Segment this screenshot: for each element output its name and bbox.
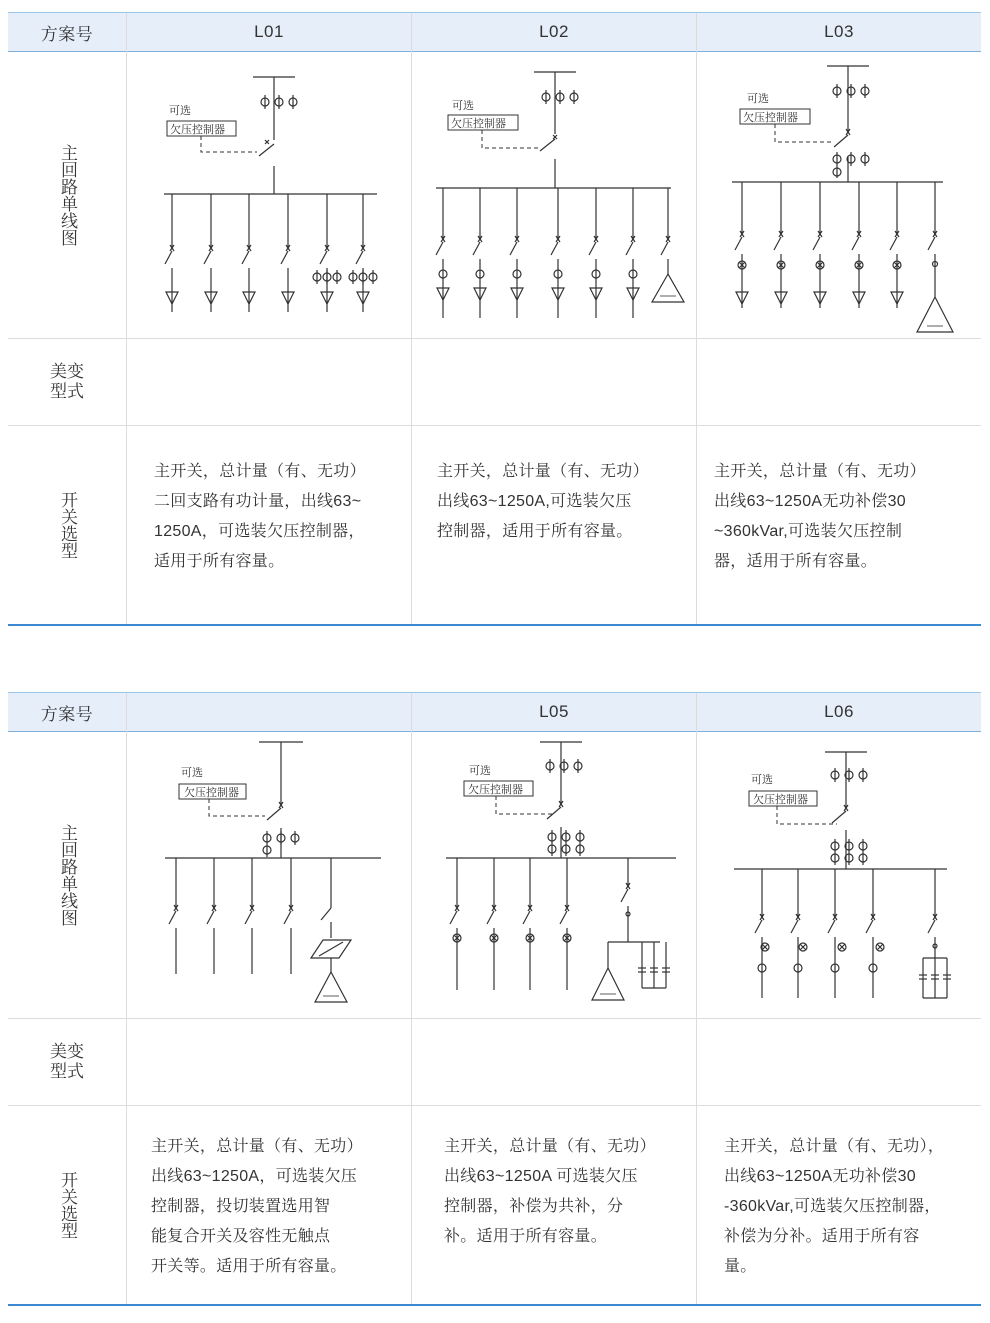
description-l01: 主开关，总计量（有、无功） 二回支路有功计量，出线63~ 1250A，可选装欠压控制器， 适用于所有容量。 bbox=[154, 463, 366, 570]
description-l04: 主开关，总计量（有、无功） 出线63~1250A，可选装欠压 控制器，投切装置选用智 能复合开关及容性无触点 开关等。适用于所有容量。 bbox=[151, 1138, 363, 1275]
controller-label: 欠压控制器 bbox=[170, 124, 225, 136]
row-label-type: 美变 型式 bbox=[50, 362, 84, 401]
row-label-switch: 开关选型 bbox=[58, 491, 77, 559]
scheme-no-header: 方案号 bbox=[40, 704, 94, 724]
scheme-l05-header: L05 bbox=[539, 702, 569, 721]
scheme-no-header: 方案号 bbox=[40, 24, 94, 44]
single-line-diagram-l01 bbox=[127, 52, 411, 338]
single-line-diagram-l02 bbox=[412, 52, 696, 338]
single-line-diagram-l05 bbox=[412, 732, 696, 1018]
svg-text:欠压控制器: 欠压控制器 bbox=[468, 784, 523, 796]
svg-text:欠压控制器: 欠压控制器 bbox=[451, 118, 506, 130]
svg-text:欠压控制器: 欠压控制器 bbox=[743, 112, 798, 124]
scheme-table-1 bbox=[8, 12, 981, 626]
svg-text:欠压控制器: 欠压控制器 bbox=[753, 794, 808, 806]
description-l05: 主开关，总计量（有、无功） 出线63~1250A 可选装欠压 控制器，补偿为共补，分 补。适用于所有容量。 bbox=[444, 1138, 656, 1245]
scheme-table-2 bbox=[8, 692, 981, 1306]
scheme-l03-header: L03 bbox=[824, 22, 854, 41]
row-label-diagram: 主回路单线图 bbox=[58, 824, 77, 926]
single-line-diagram-l04 bbox=[127, 732, 411, 1018]
svg-text:可选: 可选 bbox=[452, 100, 474, 112]
row-label-diagram: 主回路单线图 bbox=[58, 144, 77, 246]
svg-text:可选: 可选 bbox=[181, 767, 203, 779]
scheme-l06-header: L06 bbox=[824, 702, 854, 721]
single-line-diagram-l03 bbox=[697, 52, 981, 338]
svg-text:可选: 可选 bbox=[751, 774, 773, 786]
svg-text:欠压控制器: 欠压控制器 bbox=[184, 787, 239, 799]
description-l02: 主开关，总计量（有、无功） 出线63~1250A,可选装欠压 控制器，适用于所有容量。 bbox=[437, 463, 649, 540]
description-l06: 主开关，总计量（有、无功）， 出线63~1250A无功补偿30 -360kVar,可选装欠压控制器， 补偿为分补。适用于所有容 量。 bbox=[724, 1138, 945, 1275]
scheme-l02-header: L02 bbox=[539, 22, 569, 41]
svg-text:可选: 可选 bbox=[747, 93, 769, 105]
optional-label: 可选 bbox=[169, 105, 191, 117]
scheme-l04-header bbox=[127, 693, 411, 731]
scheme-l01-header: L01 bbox=[254, 22, 284, 41]
row-label-type: 美变 型式 bbox=[50, 1042, 84, 1081]
svg-text:可选: 可选 bbox=[469, 765, 491, 777]
description-l03: 主开关，总计量（有、无功） 出线63~1250A无功补偿30 ~360kVar,可选装欠压控制 器，适用于所有容量。 bbox=[714, 463, 926, 570]
single-line-diagram-l06 bbox=[697, 732, 981, 1018]
row-label-switch: 开关选型 bbox=[58, 1171, 77, 1239]
